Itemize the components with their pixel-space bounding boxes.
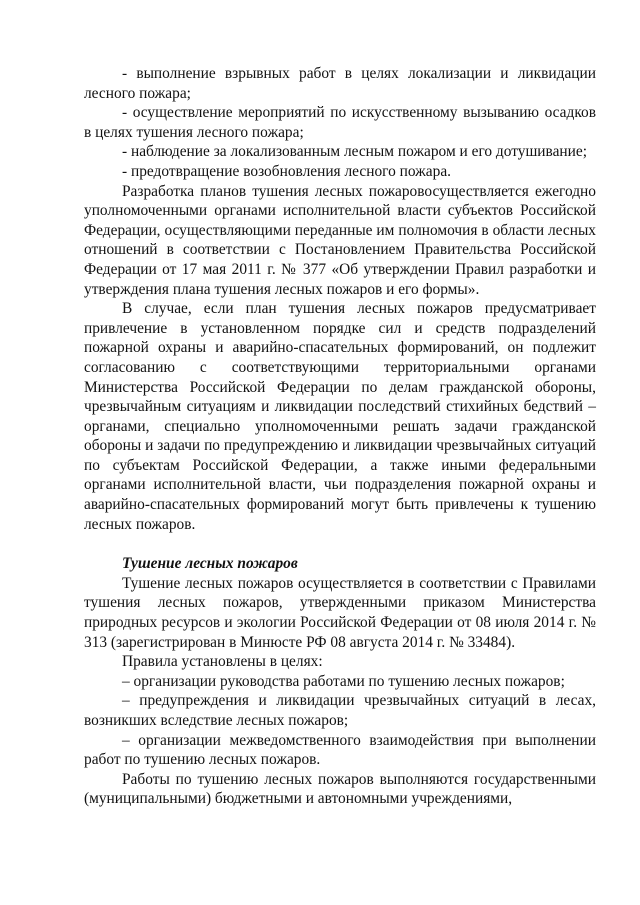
- paragraph-rules-purpose: Правила установлены в целях:: [122, 653, 323, 671]
- paragraph-list-item-prevention: - предотвращение возобновления лесного пожара.: [122, 162, 452, 180]
- paragraph-list-item-management: – организации руководства работами по тушению лесных пожаров;: [122, 672, 565, 690]
- section-heading: Тушение лесных пожаров: [122, 555, 298, 573]
- paragraph-works-execution: Работы по тушению лесных пожаров выполняются государственными (муниципальными) бюджетными и автономными учреждениями,: [84, 770, 596, 808]
- paragraph-list-item-interaction: – организации межведомственного взаимодействия при выполнении работ по тушению лесных пожаров.: [84, 731, 596, 769]
- paragraph-list-item-precipitation: - осуществление мероприятий по искусственному вызыванию осадков в целях тушения лесного пожара;: [84, 104, 596, 141]
- paragraph-list-item-blasting: - выполнение взрывных работ в целях локализации и ликвидации лесного пожара;: [84, 65, 596, 102]
- paragraph-list-item-emergencies: – предупреждения и ликвидации чрезвычайных ситуаций в лесах, возникших вследствие лесных пожаров;: [84, 692, 596, 729]
- paragraph-plans-development: Разработка планов тушения лесных пожаровосуществляется ежегодно уполномоченными органами исполнительной власти субъектов Российской Федерации, осуществляющими переданные им полномочия в области лесных отношений в соответствии с Постановлением Правительства Российской Федерации от 17 мая 2011 г. № 377 «Об утверждении Правил разработки и утверждения плана тушения лесных пожаров и его формы».: [84, 182, 596, 298]
- paragraph-firefighting-rules: Тушение лесных пожаров осуществляется в соответствии с Правилами тушения лесных пожаров, утвержденными приказом Министерства природных ресурсов и экологии Российской Федерации от 08 июля 2014 г. № 313 (зарегистрирован в Минюсте РФ 08 августа 2014 г. № 33484).: [84, 574, 596, 651]
- section-spacer: [84, 534, 596, 554]
- paragraph-plan-coordination: В случае, если план тушения лесных пожаров предусматривает привлечение в установленном порядке сил и средств подразделений пожарной охраны и аварийно-спасательных формирований, он подлежит согласованию с соответствующими территориальными органами Министерства Российской Федерации по делам гражданской обороны, чрезвычайным ситуациям и ликвидации последствий стихийных бедствий – органами, специально уполномоченными решать задачи гражданской обороны и задачи по предупреждению и ликвидации чрезвычайных ситуаций по субъектам Российской Федерации, а также иными федеральными органами исполнительной власти, чьи подразделения пожарной охраны и аварийно-спасательных формирований могут быть привлечены к тушению лесных пожаров.: [84, 300, 596, 533]
- paragraph-list-item-observation: - наблюдение за локализованным лесным пожаром и его дотушивание;: [122, 143, 588, 161]
